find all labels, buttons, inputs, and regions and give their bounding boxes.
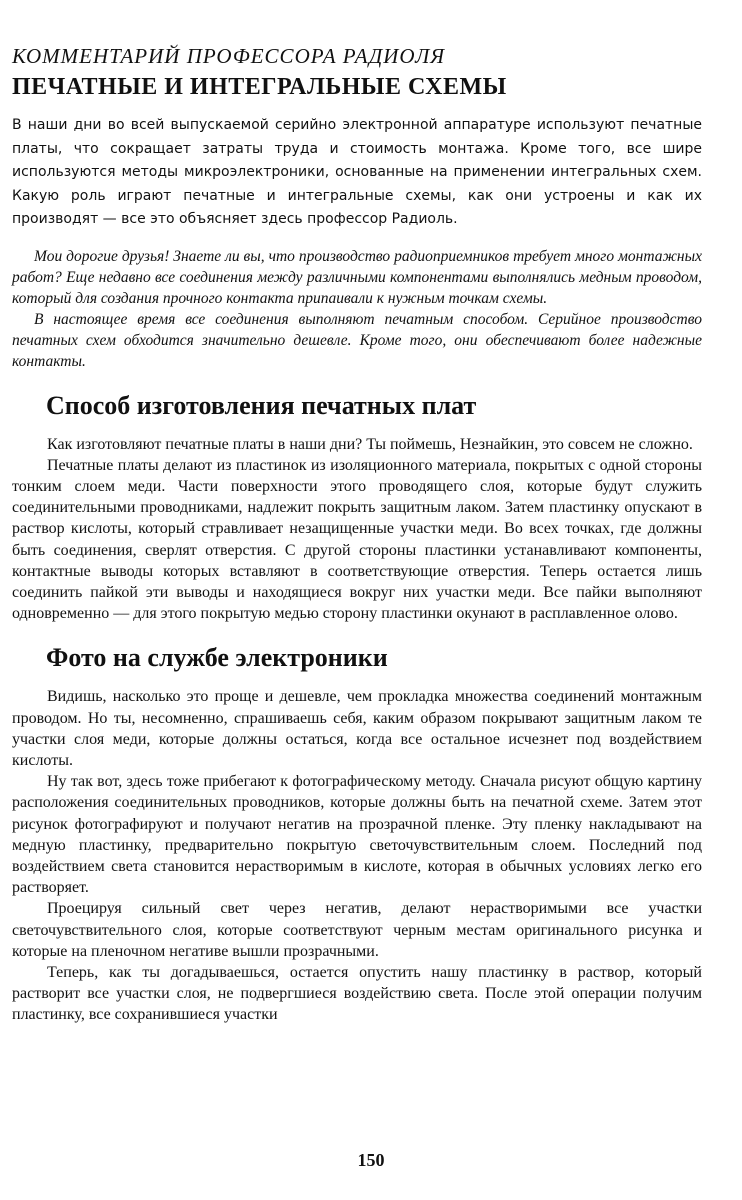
- italic-paragraph: Мои дорогие друзья! Знаете ли вы, что производство радиоприемников требует много монтажных работ? Еще недавно все соединения между различными компонентами выполнялись медным проводом, который для создания прочного контакта припаивали к нужным точкам схемы.: [12, 247, 702, 307]
- section-heading-photo: Фото на службе электроники: [46, 643, 388, 673]
- article-title: ПЕЧАТНЫЕ И ИНТЕГРАЛЬНЫЕ СХЕМЫ: [12, 74, 507, 100]
- page-content: [12, 44, 702, 1026]
- section-body-photo: [12, 686, 702, 1025]
- intro-paragraph: В наши дни во всей выпускаемой серийно электронной аппаратуре используют печатные платы, что сокращает затраты труда и стоимость монтажа. Кроме того, все шире используются методы микроэлектроники, основанные на применении интегральных схем. Какую роль играют печатные и интегральные схемы, как они устроены и как их производят — все это объясняет здесь профессор Радиоль.: [12, 117, 702, 227]
- body-paragraph: Как изготовляют печатные платы в наши дни? Ты поймешь, Незнайкин, это совсем не сложно.: [47, 435, 693, 453]
- body-paragraph: Теперь, как ты догадываешься, остается опустить нашу пластинку в раствор, который растворит все участки слоя, не подвергшиеся воздействию света. После этой операции получим пластинку, все сохранившиеся участки: [12, 963, 702, 1024]
- series-title: КОММЕНТАРИЙ ПРОФЕССОРА РАДИОЛЯ: [12, 44, 446, 68]
- italic-paragraph: В настоящее время все соединения выполняют печатным способом. Серийное производство печатных схем обходится значительно дешевле. Кроме того, они обеспечивают более надежные контакты.: [12, 310, 702, 370]
- page-number: 150: [357, 1150, 385, 1170]
- section-body-manufacturing: [12, 434, 702, 625]
- body-paragraph: Проецируя сильный свет через негатив, делают нерастворимыми все участки светочувствительного слоя, которые соответствуют черным местам оригинального рисунка и которые на пленочном негативе вышли прозрачными.: [12, 900, 702, 960]
- body-paragraph: Печатные платы делают из пластинок из изоляционного материала, покрытых с одной стороны тонким слоем меди. Части поверхности этого проводящего слоя, которые будут служить соединительными проводниками, надлежит покрыть защитным лаком. Затем пластинку опускают в раствор кислоты, который стравливает незащищенные участки меди. Во всех точках, где должны быть соединения, сверлят отверстия. С другой стороны пластинки устанавливают компоненты, контактные выводы которых вставляют в соответствующие отверстия. Теперь остается лишь соединить пайкой эти выводы и находящиеся вокруг них участки меди. Все пайки выполняют одновременно — для этого покрытую медью сторону пластинки окунают в расплавленное олово.: [12, 456, 702, 623]
- professor-address: [12, 246, 702, 372]
- body-paragraph: Ну так вот, здесь тоже прибегают к фотографическому методу. Сначала рисуют общую картину расположения соединительных проводников, которые должны быть на печатной схеме. Затем этот рисунок фотографируют и получают негатив на прозрачной пленке. Эту пленку накладывают на медную пластинку, предварительно покрытую светочувствительным слоем. Последний под воздействием света становится нерастворимым в кислоте, которая в обычных условиях легко его растворяет.: [12, 773, 702, 897]
- section-heading-manufacturing: Способ изготовления печатных плат: [46, 390, 477, 420]
- body-paragraph: Видишь, насколько это проще и дешевле, чем прокладка множества соединений монтажным проводом. Но ты, несомненно, спрашиваешь себя, каким образом покрывают защитным лаком те участки слоя меди, которые должны остаться, когда все остальное исчезнет под воздействием кислоты.: [12, 688, 702, 769]
